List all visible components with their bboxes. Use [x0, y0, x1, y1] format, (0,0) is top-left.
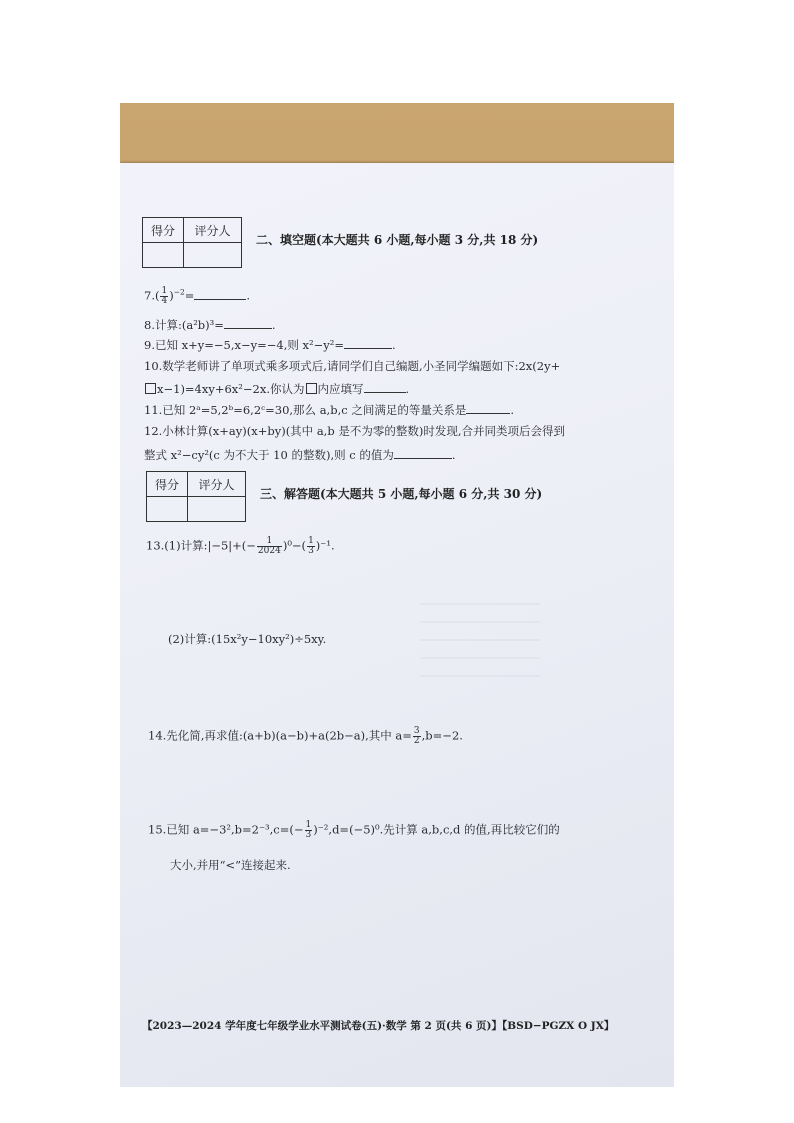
q9-end: . [391, 338, 396, 352]
q11-text: 11.已知 2ᵃ=5,2ᵇ=6,2ᶜ=30,那么 a,b,c 之间满足的等量关系是 [144, 403, 467, 417]
q14-f-num: 3 [413, 726, 420, 736]
q7-prefix: 7.( [144, 288, 160, 303]
q15-mid: )⁻²,d=(−5)⁰.先计算 a,b,c,d 的值,再比较它们的 [313, 822, 560, 837]
grader-cell-empty [184, 243, 242, 268]
q10-answer-blank[interactable] [364, 381, 406, 393]
q12-end: . [451, 448, 456, 462]
q15-prefix: 15.已知 a=−3²,b=2⁻³,c=(− [148, 822, 304, 837]
question-15-line2: 大小,并用“<”连接起来. [170, 858, 291, 872]
q10-box-blank[interactable] [145, 383, 156, 394]
show-through-texture [420, 603, 540, 693]
q10-line2b: 内应填写 [317, 382, 364, 396]
q14-f-den: 2 [413, 736, 420, 746]
q13-f1-den: 2024 [257, 546, 281, 556]
q14-prefix: 14.先化简,再求值:(a+b)(a−b)+a(2b−a),其中 a= [148, 728, 412, 743]
question-12-line1: 12.小林计算(x+ay)(x+by)(其中 a,b 是不为零的整数)时发现,合并同类项后会得到 [144, 424, 565, 438]
q15-fraction [305, 821, 313, 840]
q13-f2-num: 1 [308, 536, 314, 546]
q9-answer-blank[interactable] [344, 337, 392, 349]
q8-end: . [271, 318, 276, 332]
question-10-line2 [144, 381, 409, 397]
question-13-part2: (2)计算:(15x²y−10xy²)÷5xy. [168, 632, 327, 646]
q7-exponent: −2 [173, 287, 185, 297]
score-cell-label: 得分 [143, 218, 184, 243]
question-13-part1 [146, 537, 335, 556]
q14-fraction [413, 727, 421, 746]
q7-frac-den: 4 [161, 296, 168, 306]
q12-answer-blank[interactable] [394, 447, 452, 459]
q10-box-ref [306, 383, 317, 394]
grader-cell-empty [188, 497, 246, 522]
score-table-section2 [142, 217, 242, 268]
question-15-line1 [148, 821, 560, 840]
q13-end: )⁻¹. [315, 538, 335, 553]
q7-end: . [246, 288, 251, 303]
score-cell-empty [147, 497, 188, 522]
question-8 [144, 317, 276, 333]
score-cell-label: 得分 [147, 472, 188, 497]
q10-line2a: x−1)=4xy+6x²−2x.你认为 [157, 382, 305, 396]
q12-line2: 整式 x²−cy²(c 为不大于 10 的整数),则 c 的值为 [144, 448, 394, 462]
question-11 [144, 402, 514, 418]
q8-answer-blank[interactable] [224, 317, 272, 329]
q7-answer-blank[interactable] [194, 288, 246, 300]
exam-paper [120, 163, 674, 1087]
score-cell-empty [143, 243, 184, 268]
q13-mid: )⁰−( [282, 538, 307, 553]
page-footer: 【2023—2024 学年度七年级学业水平测试卷(五)·数学 第 2 页(共 6 页)】【BSD−PGZX O JX】 [142, 1020, 615, 1032]
q10-end: . [405, 382, 410, 396]
question-7: 7.( $\frac{1}{4}$ )$^{-2}$= . [144, 286, 251, 306]
question-10-line1: 10.数学老师讲了单项式乘多项式后,请同学们自己编题,小圣同学编题如下:2x(2y+ [144, 359, 561, 373]
q11-end: . [510, 403, 514, 417]
q9-text: 9.已知 x+y=−5,x−y=−4,则 x²−y²= [144, 338, 344, 352]
question-12-line2 [144, 447, 456, 463]
question-14 [148, 727, 463, 746]
q7-suffix: = [184, 288, 195, 303]
section3-title: 三、解答题(本大题共 5 小题,每小题 6 分,共 30 分) [260, 487, 543, 501]
q13-prefix: 13.(1)计算:|−5|+(− [146, 538, 256, 553]
q13-f2-den: 3 [308, 546, 314, 556]
score-table-section3 [146, 471, 246, 522]
q15-f-num: 1 [305, 820, 312, 830]
q7-fraction [160, 287, 168, 306]
q13-fraction-2 [307, 537, 315, 556]
section2-title: 二、填空题(本大题共 6 小题,每小题 3 分,共 18 分) [256, 233, 539, 247]
q11-answer-blank[interactable] [466, 402, 510, 414]
q7-frac-num: 1 [161, 286, 168, 296]
q13-f1-num: 1 [257, 537, 282, 547]
grader-cell-label: 评分人 [184, 218, 242, 243]
q13-fraction-1 [257, 537, 282, 556]
photo-background [120, 103, 674, 1087]
q14-end: ,b=−2. [421, 728, 463, 743]
grader-cell-label: 评分人 [188, 472, 246, 497]
question-9 [144, 337, 396, 353]
q8-text: 8.计算:(a²b)³= [144, 318, 224, 332]
q15-f-den: 3 [305, 830, 312, 840]
